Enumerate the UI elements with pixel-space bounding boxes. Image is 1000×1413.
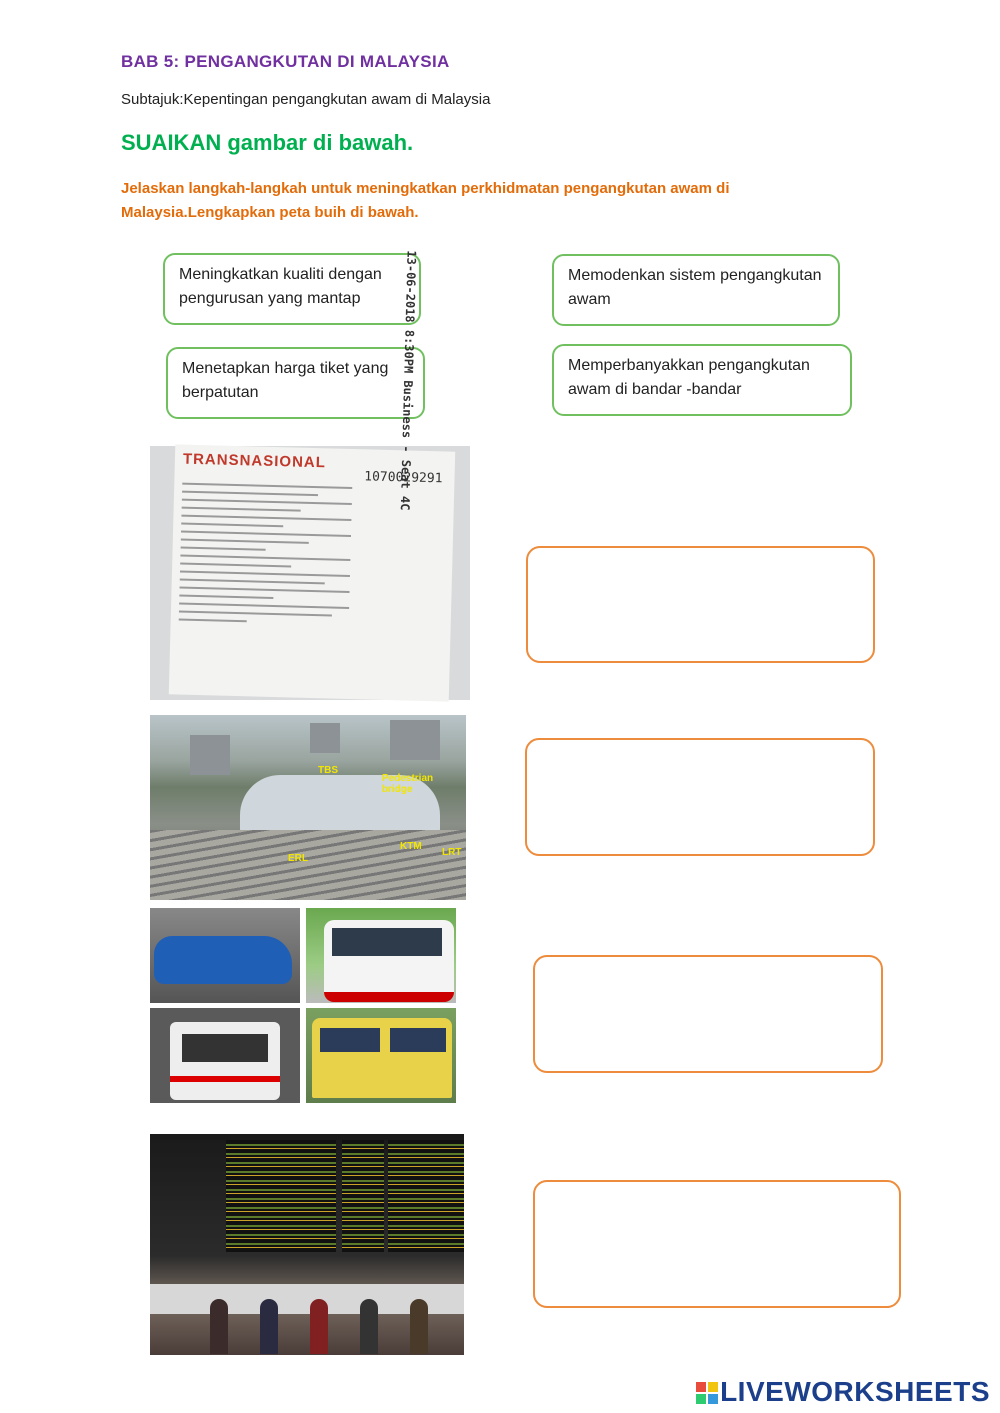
option-label: Memodenkan sistem pengangkutan awam xyxy=(568,267,822,308)
option-kualiti[interactable] xyxy=(163,253,421,325)
subtitle: Subtajuk:Kepentingan pengangkutan awam di Malaysia xyxy=(121,91,491,108)
station-label-tbs: TBS xyxy=(318,765,338,776)
ticket-number: 1070029291 xyxy=(364,469,443,487)
bus-photo xyxy=(306,908,456,1003)
instruction: SUAIKAN gambar di bawah. xyxy=(121,130,414,155)
station-label-ktm: KTM xyxy=(400,841,422,852)
question: Jelaskan langkah-langkah untuk meningkatkan perkhidmatan pengangkutan awam di Malaysia.Lengkapkan peta buih di bawah. xyxy=(121,180,730,221)
station-label-erl: ERL xyxy=(288,853,308,864)
option-label: Menetapkan harga tiket yang berpatutan xyxy=(182,360,389,401)
transport-image xyxy=(150,908,461,1105)
option-label: Meningkatkan kualiti dengan pengurusan yang mantap xyxy=(179,266,382,307)
option-harga-tiket[interactable] xyxy=(166,347,425,419)
station-label-bridge: Pedestrian bridge xyxy=(382,773,434,795)
footer-brand-text: LIVEWORKSHEETS xyxy=(720,1376,990,1407)
station-label-lrt: LRT xyxy=(442,847,462,858)
ktm-photo xyxy=(306,1008,456,1103)
option-memodenkan[interactable] xyxy=(552,254,840,326)
taxi-photo xyxy=(150,908,300,1003)
option-label: Memperbanyakkan pengangkutan awam di bandar -bandar xyxy=(568,357,810,398)
liveworksheets-logo-icon xyxy=(696,1382,718,1404)
terminal-image xyxy=(150,1134,464,1355)
ticket-date: 13-06-2018 8:30PM Business - Seat 4C xyxy=(397,250,419,511)
ticket-brand: TRANSNASIONAL xyxy=(182,450,327,472)
lrt-photo xyxy=(150,1008,300,1103)
chapter-title: BAB 5: PENGANGKUTAN DI MALAYSIA xyxy=(121,52,450,71)
answer-box-4[interactable] xyxy=(533,1180,901,1308)
option-memperbanyakkan[interactable] xyxy=(552,344,852,416)
answer-box-2[interactable] xyxy=(525,738,875,856)
footer-brand xyxy=(696,1376,990,1408)
answer-box-1[interactable] xyxy=(526,546,875,663)
station-image xyxy=(150,715,466,896)
answer-box-3[interactable] xyxy=(533,955,883,1073)
